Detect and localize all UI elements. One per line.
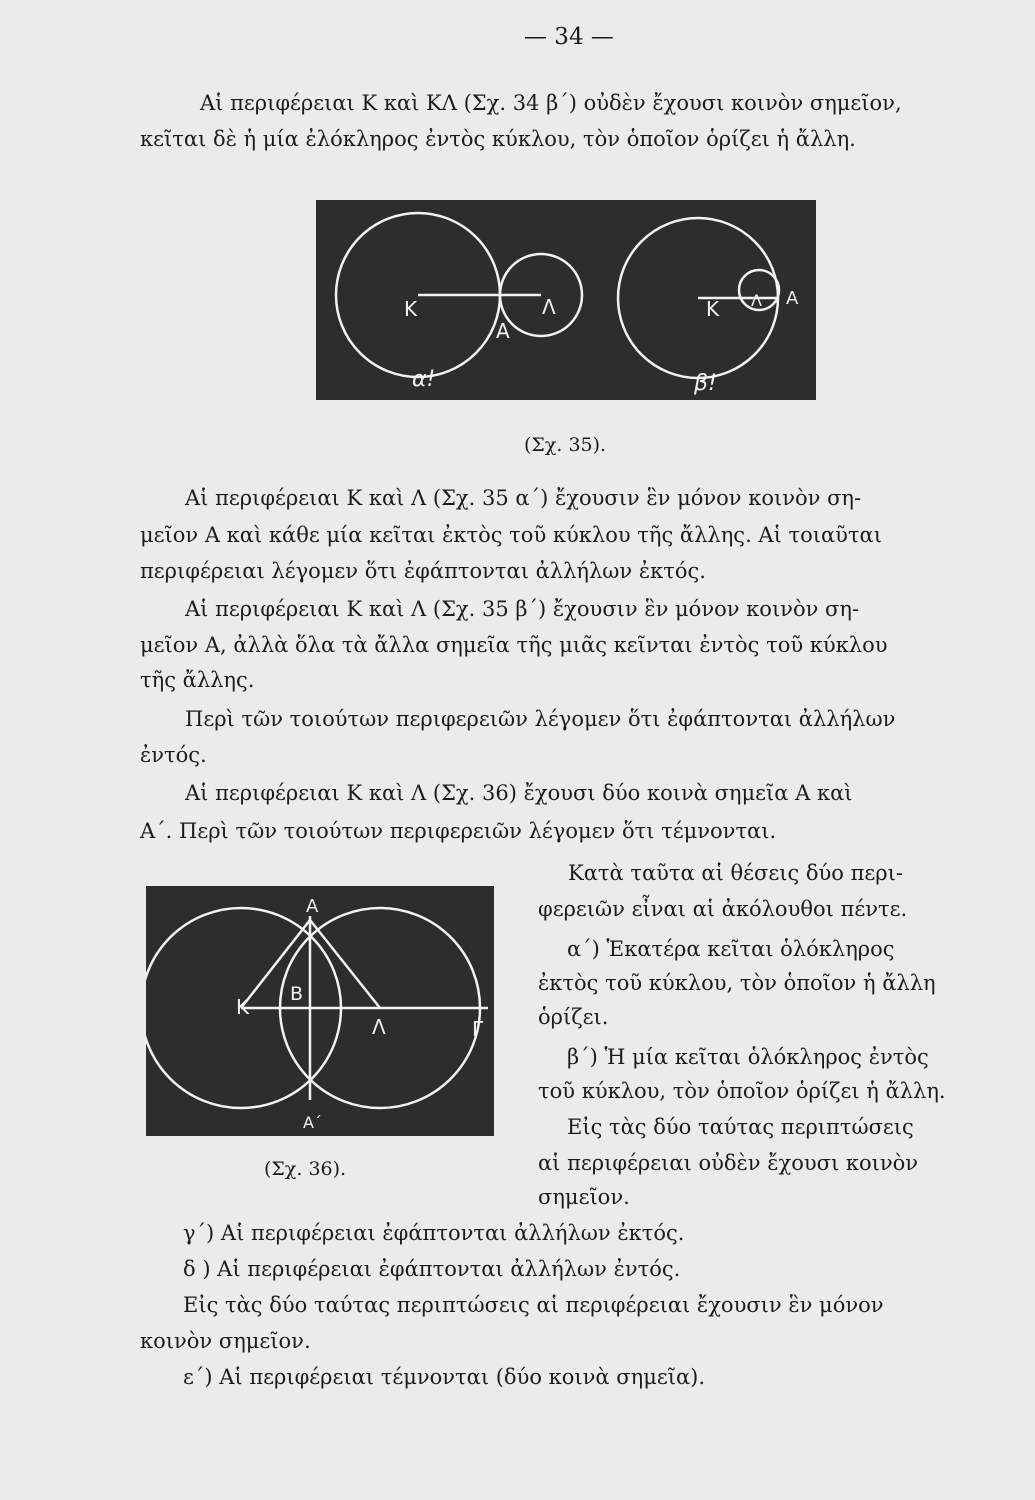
fig36-label-b: Β [290, 983, 304, 1005]
figure-35-caption: (Σχ. 35). [524, 434, 607, 456]
side-line-1: Κατὰ ταῦτα αἱ θέσεις δύο περι- [568, 861, 903, 885]
case-delta: δ ) Αἱ περιφέρειαι ἐφάπτονται ἀλλήλων ἐντός. [183, 1257, 681, 1281]
side-line-7: τοῦ κύκλου, τὸν ὁποῖον ὁρίζει ἡ ἄλλη. [538, 1079, 946, 1103]
side-line-8: Εἰς τὰς δύο ταύτας περιπτώσεις [567, 1115, 914, 1139]
para3-line-1: Περὶ τῶν τοιούτων περιφερειῶν λέγομεν ὅτι ἐφάπτονται ἀλλήλων [185, 707, 896, 731]
para3-line-2: ἐντός. [140, 743, 207, 767]
page-number: — 34 — [524, 24, 614, 50]
intro-line-1: Αἱ περιφέρειαι Κ καὶ ΚΛ (Σχ. 34 β΄) οὐδὲν ἔχουσι κοινὸν σημεῖον, [200, 91, 902, 115]
fig36-label-gamma: Γ [472, 1017, 484, 1041]
side-line-4: ἐκτὸς τοῦ κύκλου, τὸν ὁποῖον ἡ ἄλλη [538, 971, 936, 995]
fig36-label-a: Α [306, 896, 319, 917]
side-line-10: σημεῖον. [538, 1185, 630, 1209]
fig36-label-k: Κ [236, 995, 250, 1019]
para1-line-2: μεῖον Α καὶ κάθε μία κεῖται ἐκτὸς τοῦ κύκλου τῆς ἄλλης. Αἱ τοιαῦται [140, 523, 882, 547]
figure-36-drawing [146, 886, 494, 1136]
label-l-b: Λ [751, 291, 762, 310]
cases-summary-line-2: κοινὸν σημεῖον. [140, 1329, 311, 1353]
side-line-5: ὁρίζει. [538, 1005, 609, 1029]
cases-summary-line-1: Εἰς τὰς δύο ταύτας περιπτώσεις αἱ περιφέρειαι ἔχουσιν ἓν μόνον [183, 1293, 884, 1317]
figure-36 [146, 886, 494, 1136]
para2-line-2: μεῖον Α, ἀλλὰ ὅλα τὰ ἄλλα σημεῖα τῆς μιᾶς κεῖνται ἐντὸς τοῦ κύκλου [140, 633, 888, 657]
label-beta: β! [694, 371, 717, 396]
figure-35-drawing [316, 200, 816, 400]
para4-line-2: Α΄. Περὶ τῶν τοιούτων περιφερειῶν λέγομεν ὅτι τέμνονται. [140, 819, 777, 843]
label-a-a: Α [496, 319, 510, 343]
figure-35 [316, 200, 816, 400]
para1-line-1: Αἱ περιφέρειαι Κ καὶ Λ (Σχ. 35 α΄) ἔχουσιν ἓν μόνον κοινὸν ση- [185, 486, 862, 510]
radius-l-a [310, 920, 380, 1008]
label-l-a: Λ [542, 295, 556, 319]
figure-36-caption: (Σχ. 36). [264, 1158, 347, 1180]
fig36-label-l: Λ [372, 1015, 386, 1039]
para4-line-1: Αἱ περιφέρειαι Κ καὶ Λ (Σχ. 36) ἔχουσι δύο κοινὰ σημεῖα Α καὶ [185, 781, 853, 805]
intro-line-2: κεῖται δὲ ἡ μία ἐλόκληρος ἐντὸς κύκλου, τὸν ὁποῖον ὁρίζει ἡ ἄλλη. [140, 127, 856, 151]
case-gamma: γ΄) Αἱ περιφέρειαι ἐφάπτονται ἀλλήλων ἐκτός. [183, 1221, 685, 1245]
para2-line-1: Αἱ περιφέρειαι Κ καὶ Λ (Σχ. 35 β΄) ἔχουσιν ἓν μόνον κοινὸν ση- [185, 597, 860, 621]
side-line-3: α΄) Ἑκατέρα κεῖται ὁλόκληρος [567, 937, 895, 961]
case-epsilon: ε΄) Αἱ περιφέρειαι τέμνονται (δύο κοινὰ σημεῖα). [183, 1365, 706, 1389]
fig36-label-a-prime: Α΄ [303, 1113, 322, 1132]
label-k-a: Κ [404, 297, 418, 321]
label-k-b: Κ [706, 297, 720, 321]
para2-line-3: τῆς ἄλλης. [140, 668, 255, 692]
side-line-6: β΄) Ἡ μία κεῖται ὁλόκληρος ἐντὸς [567, 1045, 929, 1069]
side-line-9: αἱ περιφέρειαι οὐδὲν ἔχουσι κοινὸν [538, 1151, 919, 1175]
para1-line-3: περιφέρειαι λέγομεν ὅτι ἐφάπτονται ἀλλήλων ἐκτός. [140, 559, 706, 583]
side-line-2: φερειῶν εἶναι αἱ ἀκόλουθοι πέντε. [538, 897, 908, 921]
label-alpha: α! [412, 367, 436, 392]
label-a-b: Α [786, 288, 799, 309]
